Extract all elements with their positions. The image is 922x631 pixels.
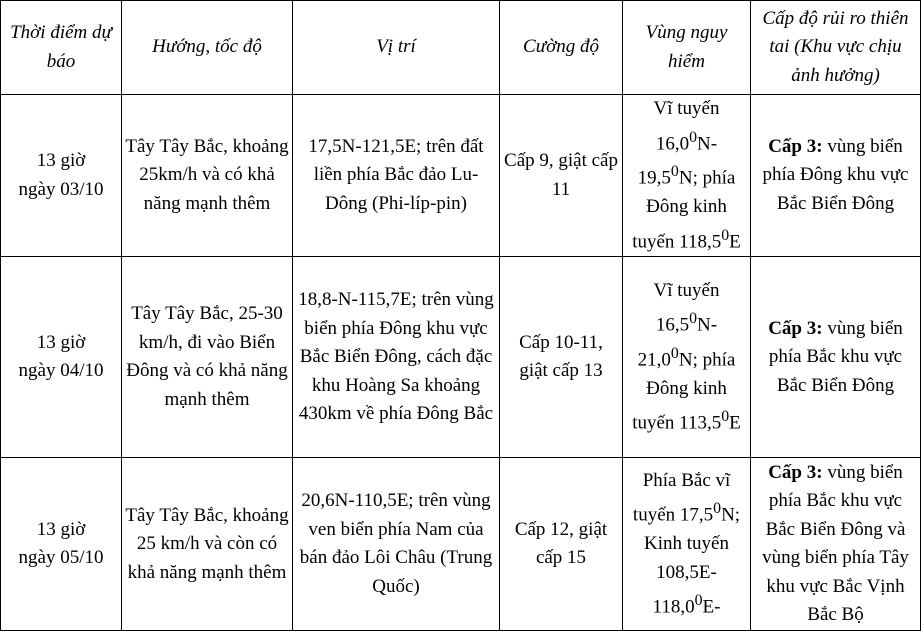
danger-zone-cell: Vĩ tuyến 16,5$^0$N-21,0$^0$N; phía Đông kinh tuyến 113,5$^0$E [623, 257, 751, 458]
header-risk-level: Cấp độ rủi ro thiên tai (Khu vực chịu ảnh hưởng) [751, 1, 921, 95]
risk-level-cell: Cấp 3: vùng biển phía Bắc khu vực Bắc Biển Đông và vùng biển phía Tây khu vực Bắc Vịnh Bắc Bộ [751, 458, 921, 631]
time-date: ngày 03/10 [18, 178, 104, 200]
position-cell: 20,6N-110,5E; trên vùng ven biển phía Nam của bán đảo Lôi Châu (Trung Quốc) [293, 458, 500, 631]
header-intensity: Cường độ [500, 1, 623, 95]
header-direction: Hướng, tốc độ [122, 1, 293, 95]
intensity-cell: Cấp 10-11, giật cấp 13 [500, 257, 623, 458]
time-cell [1, 257, 122, 458]
danger-zone-cell: Vĩ tuyến 16,0$^0$N-19,5$^0$N; phía Đông kinh tuyến 118,5$^0$E [623, 95, 751, 257]
position-cell: 18,8-N-115,7E; trên vùng biển phía Đông khu vực Bắc Biển Đông, cách đặc khu Hoàng Sa khoảng 430km về phía Đông Bắc [293, 257, 500, 458]
time-hour: 13 giờ [36, 150, 86, 172]
position-cell: 17,5N-121,5E; trên đất liền phía Bắc đảo Lu-Dông (Phi-líp-pin) [293, 95, 500, 257]
table-row [1, 257, 921, 458]
risk-level-cell: Cấp 3: vùng biển phía Đông khu vực Bắc Biển Đông [751, 95, 921, 257]
header-time: Thời điểm dự báo [1, 1, 122, 95]
time-hour: 13 giờ [36, 518, 86, 540]
risk-level-label: Cấp 3: [768, 135, 823, 157]
direction-cell: Tây Tây Bắc, khoảng 25 km/h và còn có khả năng mạnh thêm [122, 458, 293, 631]
intensity-cell: Cấp 9, giật cấp 11 [500, 95, 623, 257]
time-cell [1, 95, 122, 257]
time-date: ngày 05/10 [18, 547, 104, 569]
time-hour: 13 giờ [36, 331, 86, 353]
risk-level-cell: Cấp 3: vùng biển phía Bắc khu vực Bắc Biển Đông [751, 257, 921, 458]
direction-cell: Tây Tây Bắc, khoảng 25km/h và có khả năng mạnh thêm [122, 95, 293, 257]
header-row [1, 1, 921, 95]
time-cell [1, 458, 122, 631]
header-position: Vị trí [293, 1, 500, 95]
intensity-cell: Cấp 12, giật cấp 15 [500, 458, 623, 631]
time-date: ngày 04/10 [18, 360, 104, 382]
table-row [1, 95, 921, 257]
risk-level-label: Cấp 3: [768, 461, 823, 483]
risk-level-label: Cấp 3: [768, 317, 823, 339]
direction-cell: Tây Tây Bắc, 25-30 km/h, đi vào Biển Đông và có khả năng mạnh thêm [122, 257, 293, 458]
table-row [1, 458, 921, 631]
danger-zone-cell: Phía Bắc vĩ tuyến 17,5$^0$N; Kinh tuyến 108,5E-118,0$^0$E- [623, 458, 751, 631]
header-danger-zone: Vùng nguy hiểm [623, 1, 751, 95]
